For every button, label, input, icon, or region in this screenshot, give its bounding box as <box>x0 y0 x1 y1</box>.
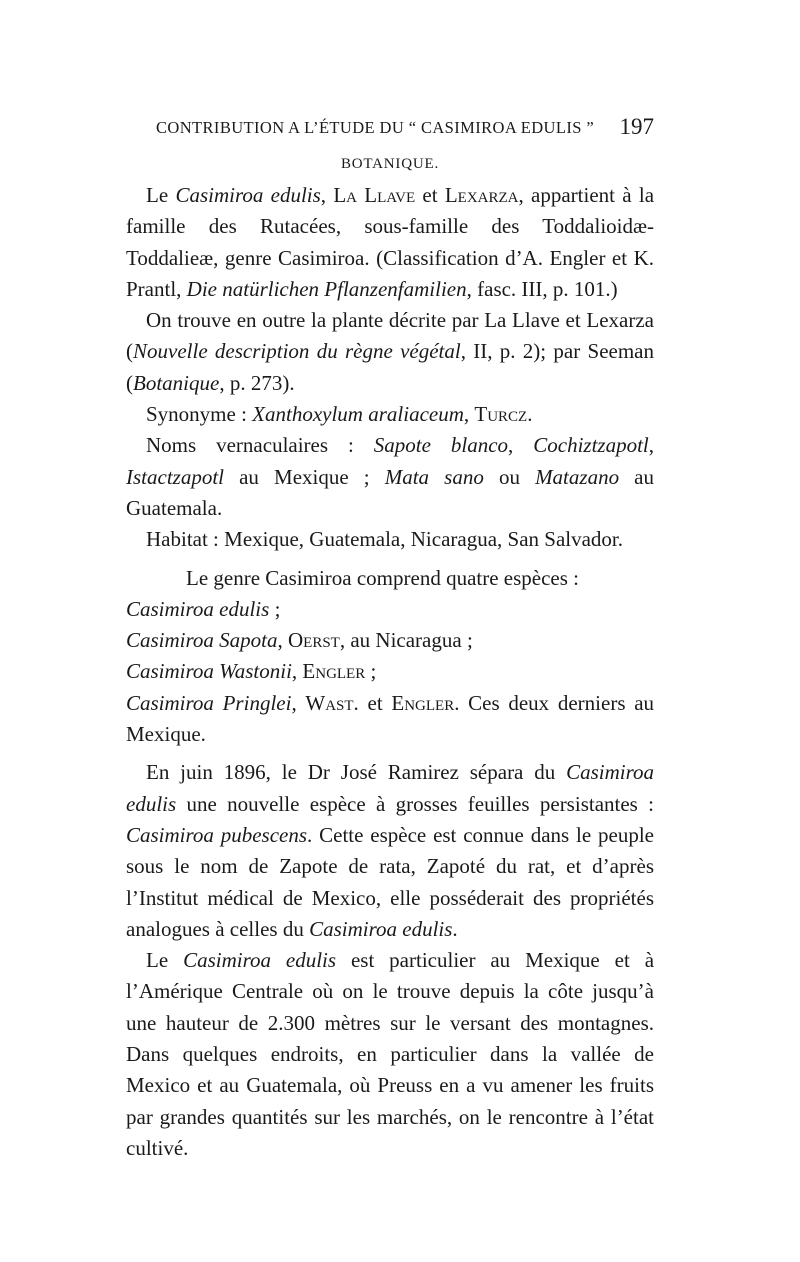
paragraph-classification: Le Casimiroa edulis, La Llave et Lexarza, appartient à la famille des Rutacées, sous-famille des Toddalioidæ-Toddalieæ, genre Casimiroa. (Classification d’A. Engler et K. Prantl, Die natürlichen Pflanzenfamilien, fasc. III, p. 101.) <box>126 183 655 301</box>
paragraph-ramirez: En juin 1896, le Dr José Ramirez sépara du Casimiroa edulis une nouvelle espèce à grosses feuilles persistantes : Casimiroa pubescens. Cette espèce est connue dans le peuple sous le nom de Zapote de rata, Zapoté du rat, et d’après l’Institut médical de Mexico, elle posséderait des propriétés analogues à celles du Casimiroa edulis. <box>126 760 654 941</box>
species-item: Casimiroa Wastonii, Engler ; <box>126 659 377 684</box>
paragraph-genus-species: Le genre Casimiroa comprend quatre espèces : <box>186 565 580 590</box>
paragraph-description-sources: On trouve en outre la plante décrite par La Llave et Lexarza (Nouvelle description du règne végétal, II, p. 2); par Seeman (Botanique, p. 273). <box>126 308 654 395</box>
paragraph-vernacular-names: Noms vernaculaires : Sapote blanco, Cochiztzapotl, Istactzapotl au Mexique ; Mata sano ou Matazano au Guatemala. <box>126 433 655 520</box>
running-header <box>126 114 654 144</box>
section-title: BOTANIQUE. <box>340 156 440 172</box>
paragraph-synonym: Synonyme : Xanthoxylum araliaceum, Turcz. <box>146 402 533 427</box>
page-number: 197 <box>619 114 654 139</box>
running-title: CONTRIBUTION A L’ÉTUDE DU “ CASIMIROA EDULIS ” <box>156 118 595 137</box>
paragraph-distribution: Le Casimiroa edulis est particulier au Mexique et à l’Amérique Centrale où on le trouve depuis la côte jusqu’à une hauteur de 2.300 mètres sur le versant des montagnes. Dans quelques endroits, en particulier dans la vallée de Mexico et au Guatemala, où Preuss en a vu amener les fruits par grandes quantités sur les marchés, on le rencontre à l’état cultivé. <box>126 948 655 1160</box>
species-item: Casimiroa Sapota, Oerst, au Nicaragua ; <box>126 628 473 653</box>
page-body <box>126 180 654 1164</box>
species-item: Casimiroa Pringlei, Wast. et Engler. Ces deux derniers au Mexique. <box>126 690 655 747</box>
paragraph-habitat: Habitat : Mexique, Guatemala, Nicaragua, San Salvador. <box>146 527 624 552</box>
species-item: Casimiroa edulis ; <box>126 596 281 621</box>
